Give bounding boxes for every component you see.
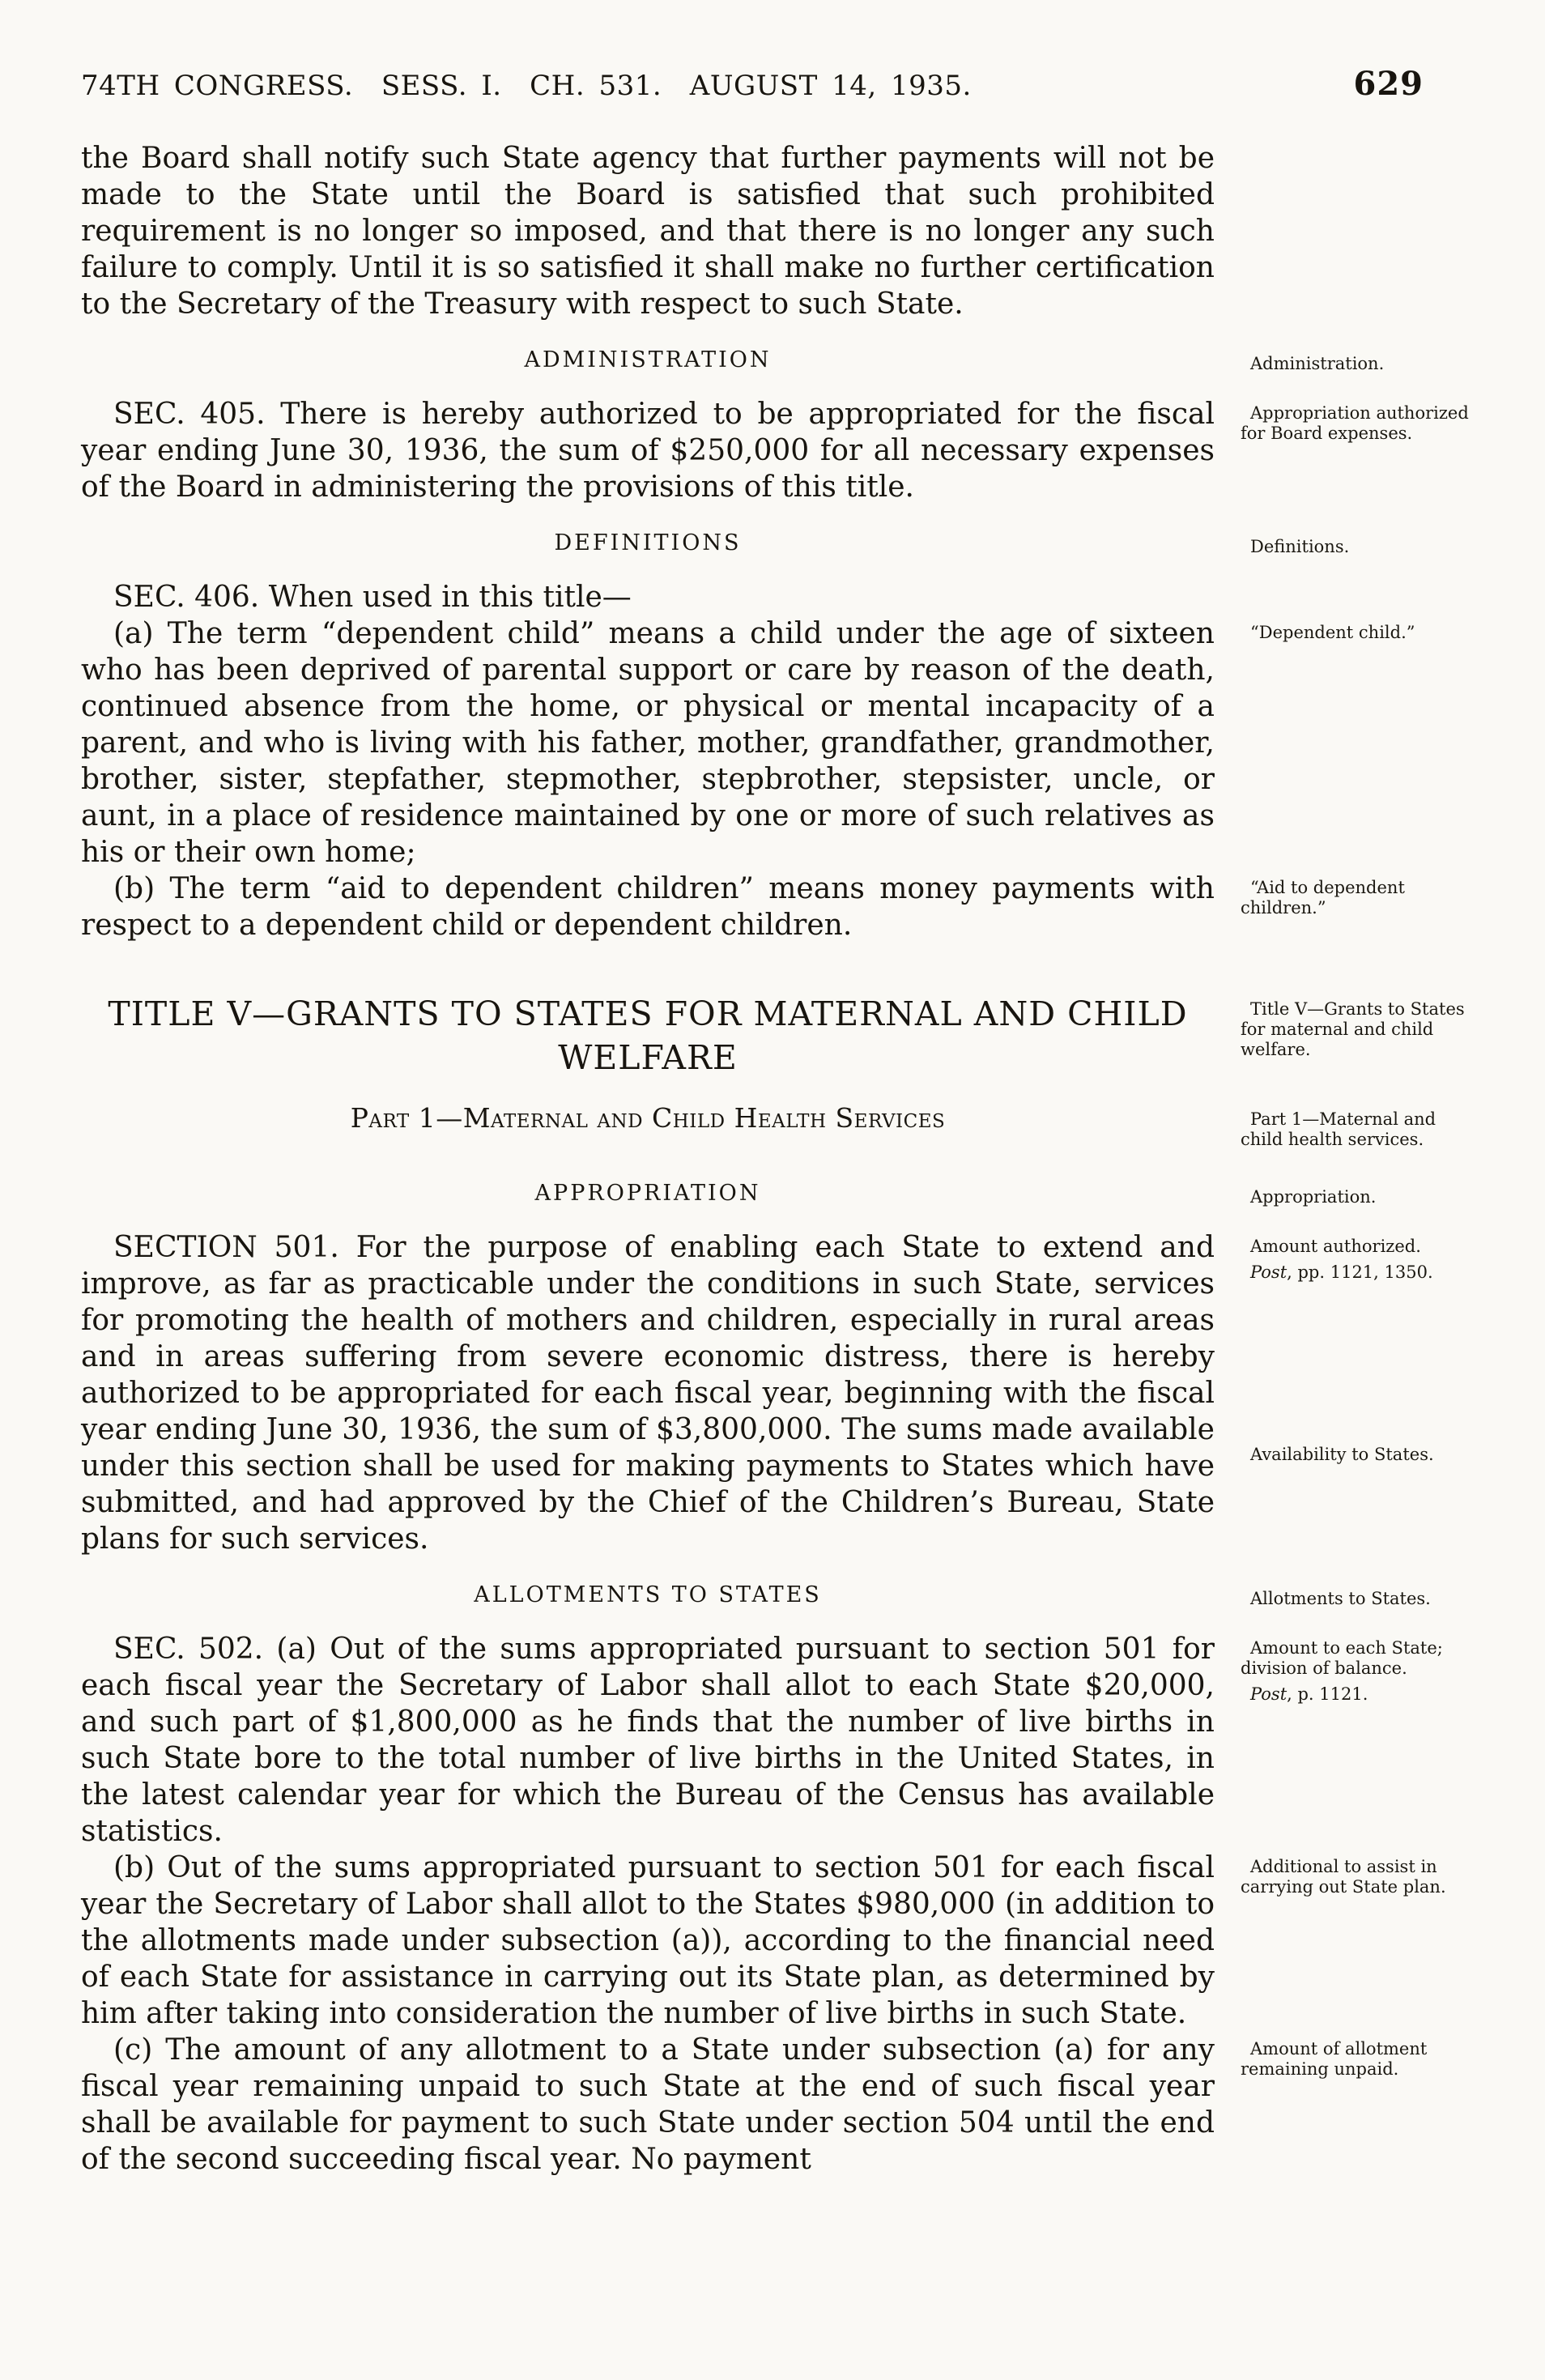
- margin-notes: [1241, 1582, 1472, 1615]
- heading-column: [81, 1102, 1215, 1135]
- page-number: 629: [1353, 65, 1424, 103]
- definition-dependent-child-paragraph: [81, 615, 1472, 871]
- margin-note: Appropriation.: [1250, 1187, 1377, 1207]
- paragraph-column: [81, 1631, 1215, 1850]
- paragraph-text: (c) The amount of any allotment to a State under subsection (a) for any fiscal year remaining unpaid to such State at the end of such fiscal year shall be available for payment to such State under section 504 until the end of the second succeeding fiscal year. No payment: [81, 2033, 1215, 2176]
- margin-notes: [1241, 1102, 1472, 1156]
- sec-406-intro-paragraph: [81, 579, 1472, 615]
- margin-note: “Aid to dependent children.”: [1241, 878, 1405, 918]
- heading-column: [81, 992, 1215, 1079]
- margin-notes: [1241, 1631, 1472, 1710]
- margin-note-post-reference: [1241, 1684, 1472, 1705]
- margin-notes: [1241, 1850, 1472, 1903]
- heading-text: ALLOTMENTS TO STATES: [474, 1582, 822, 1607]
- paragraph-column: [81, 579, 1215, 615]
- paragraph-text: (b) The term “aid to dependent children” means money payments with respect to a dependent child or dependent children.: [81, 872, 1215, 942]
- paragraph-column: [81, 140, 1215, 322]
- margin-notes: [1241, 871, 1472, 924]
- document-body: [81, 140, 1472, 2178]
- margin-note: Amount of allotment remaining unpaid.: [1241, 2039, 1428, 2079]
- margin-note: Definitions.: [1250, 537, 1350, 556]
- post-pages: , p. 1121.: [1287, 1684, 1368, 1704]
- section-heading-appropriation: [81, 1180, 1472, 1213]
- title-heading-text: TITLE V—GRANTS TO STATES FOR MATERNAL AND CHILD WELFARE: [108, 994, 1188, 1077]
- section-heading-definitions: [81, 530, 1472, 563]
- margin-note: Allotments to States.: [1250, 1589, 1431, 1608]
- margin-notes: [1241, 530, 1472, 563]
- margin-note: “Dependent child.”: [1250, 623, 1415, 642]
- paragraph-column: [81, 1850, 1215, 2032]
- post-italic: Post: [1250, 1684, 1288, 1704]
- heading-column: [81, 347, 1215, 374]
- section-heading-administration: [81, 347, 1472, 380]
- paragraph-column: [81, 396, 1215, 505]
- margin-notes: [1241, 347, 1472, 380]
- margin-note: Amount to each State; division of balance.: [1241, 1638, 1443, 1678]
- continuation-paragraph-block: [81, 140, 1472, 322]
- paragraph-text: (a) The term “dependent child” means a child under the age of sixteen who has been deprived of parental support or care by reason of the death, continued absence from the home, or physical or mental incapacity of a parent, and who is living with his father, mother, grandfather, grandmother, brother, sister, stepfather, stepmother, stepbrother, stepsister, uncle, or aunt, in a place of residence maintained by one or more of such relatives as his or their own home;: [81, 617, 1215, 869]
- paragraph-text: SEC. 502. (a) Out of the sums appropriated pursuant to section 501 for each fiscal year the Secretary of Labor shall allot to each State $20,000, and such part of $1,800,000 as he finds that the number of live births in such State bore to the total number of live births in the United States, in the latest calendar year for which the Bureau of the Census has available statistics.: [81, 1633, 1215, 1848]
- paragraph-text: (b) Out of the sums appropriated pursuant to section 501 for each fiscal year the Secretary of Labor shall allot to the States $980,000 (in addition to the allotments made under subsection (a)), according to the financial need of each State for assistance in carrying out its State plan, as determined by him after taking into consideration the number of live births in such State.: [81, 1851, 1215, 2030]
- sec-502a-paragraph: [81, 1631, 1472, 1850]
- sec-501-paragraph: [81, 1229, 1472, 1557]
- paragraph-text: SEC. 405. There is hereby authorized to be appropriated for the fiscal year ending June 30, 1936, the sum of $250,000 for all necessary expenses of the Board in administering the provisions of this title.: [81, 398, 1215, 504]
- page-header: [81, 65, 1472, 103]
- heading-column: [81, 1180, 1215, 1207]
- paragraph-text: the Board shall notify such State agency that further payments will not be made to the State until the Board is satisfied that such prohibited requirement is no longer so imposed, and that there is no longer any such failure to comply. Until it is so satisfied it shall make no further certification to the Secretary of the Treasury with respect to such State.: [81, 142, 1215, 321]
- post-italic: Post: [1250, 1262, 1288, 1282]
- margin-note: Availability to States.: [1250, 1445, 1434, 1464]
- part-1-heading-block: [81, 1102, 1472, 1156]
- paragraph-text: SEC. 406. When used in this title—: [113, 581, 632, 614]
- paragraph-column: [81, 871, 1215, 943]
- margin-note: Additional to assist in carrying out State plan.: [1241, 1857, 1446, 1897]
- heading-text: APPROPRIATION: [534, 1181, 761, 1206]
- margin-note: Administration.: [1250, 354, 1385, 373]
- running-head: 74TH CONGRESS. SESS. I. CH. 531. AUGUST 14, 1935.: [81, 70, 972, 102]
- paragraph-column: [81, 2032, 1215, 2178]
- sec-502b-paragraph: [81, 1850, 1472, 2032]
- post-pages: , pp. 1121, 1350.: [1287, 1262, 1433, 1282]
- margin-note-post-reference: [1241, 1262, 1472, 1283]
- heading-column: [81, 1582, 1215, 1609]
- margin-notes: [1241, 2032, 1472, 2085]
- section-heading-allotments: [81, 1582, 1472, 1615]
- heading-text: DEFINITIONS: [554, 530, 742, 556]
- margin-note: Amount authorized.: [1250, 1237, 1421, 1256]
- margin-notes: [1241, 1229, 1472, 1471]
- definition-aid-to-dependent-children-paragraph: [81, 871, 1472, 943]
- margin-notes: [1241, 1180, 1472, 1213]
- part-heading-text: Part 1—Maternal and Child Health Services: [350, 1102, 946, 1134]
- paragraph-text: SECTION 501. For the purpose of enabling each State to extend and improve, as far as practicable under the conditions in such State, services for promoting the health of mothers and children, especially in rural areas and in areas suffering from severe economic distress, there is hereby authorized to be appropriated for each fiscal year, beginning with the fiscal year ending June 30, 1936, the sum of $3,800,000. The sums made available under this section shall be used for making payments to States which have submitted, and had approved by the Chief of the Children’s Bureau, State plans for such services.: [81, 1231, 1215, 1556]
- margin-notes: [1241, 579, 1472, 586]
- sec-405-paragraph: [81, 396, 1472, 505]
- margin-notes: [1241, 140, 1472, 147]
- margin-notes: [1241, 396, 1472, 449]
- margin-note: Part 1—Maternal and child health services.: [1241, 1109, 1436, 1149]
- margin-notes: [1241, 992, 1472, 1066]
- paragraph-column: [81, 615, 1215, 871]
- title-v-heading-block: [81, 992, 1472, 1079]
- heading-column: [81, 530, 1215, 557]
- sec-502c-paragraph: [81, 2032, 1472, 2178]
- paragraph-column: [81, 1229, 1215, 1557]
- heading-text: ADMINISTRATION: [524, 347, 772, 373]
- margin-notes: [1241, 615, 1472, 649]
- margin-note: Title V—Grants to States for maternal and child welfare.: [1241, 999, 1465, 1059]
- margin-note: Appropriation authorized for Board expenses.: [1241, 403, 1469, 443]
